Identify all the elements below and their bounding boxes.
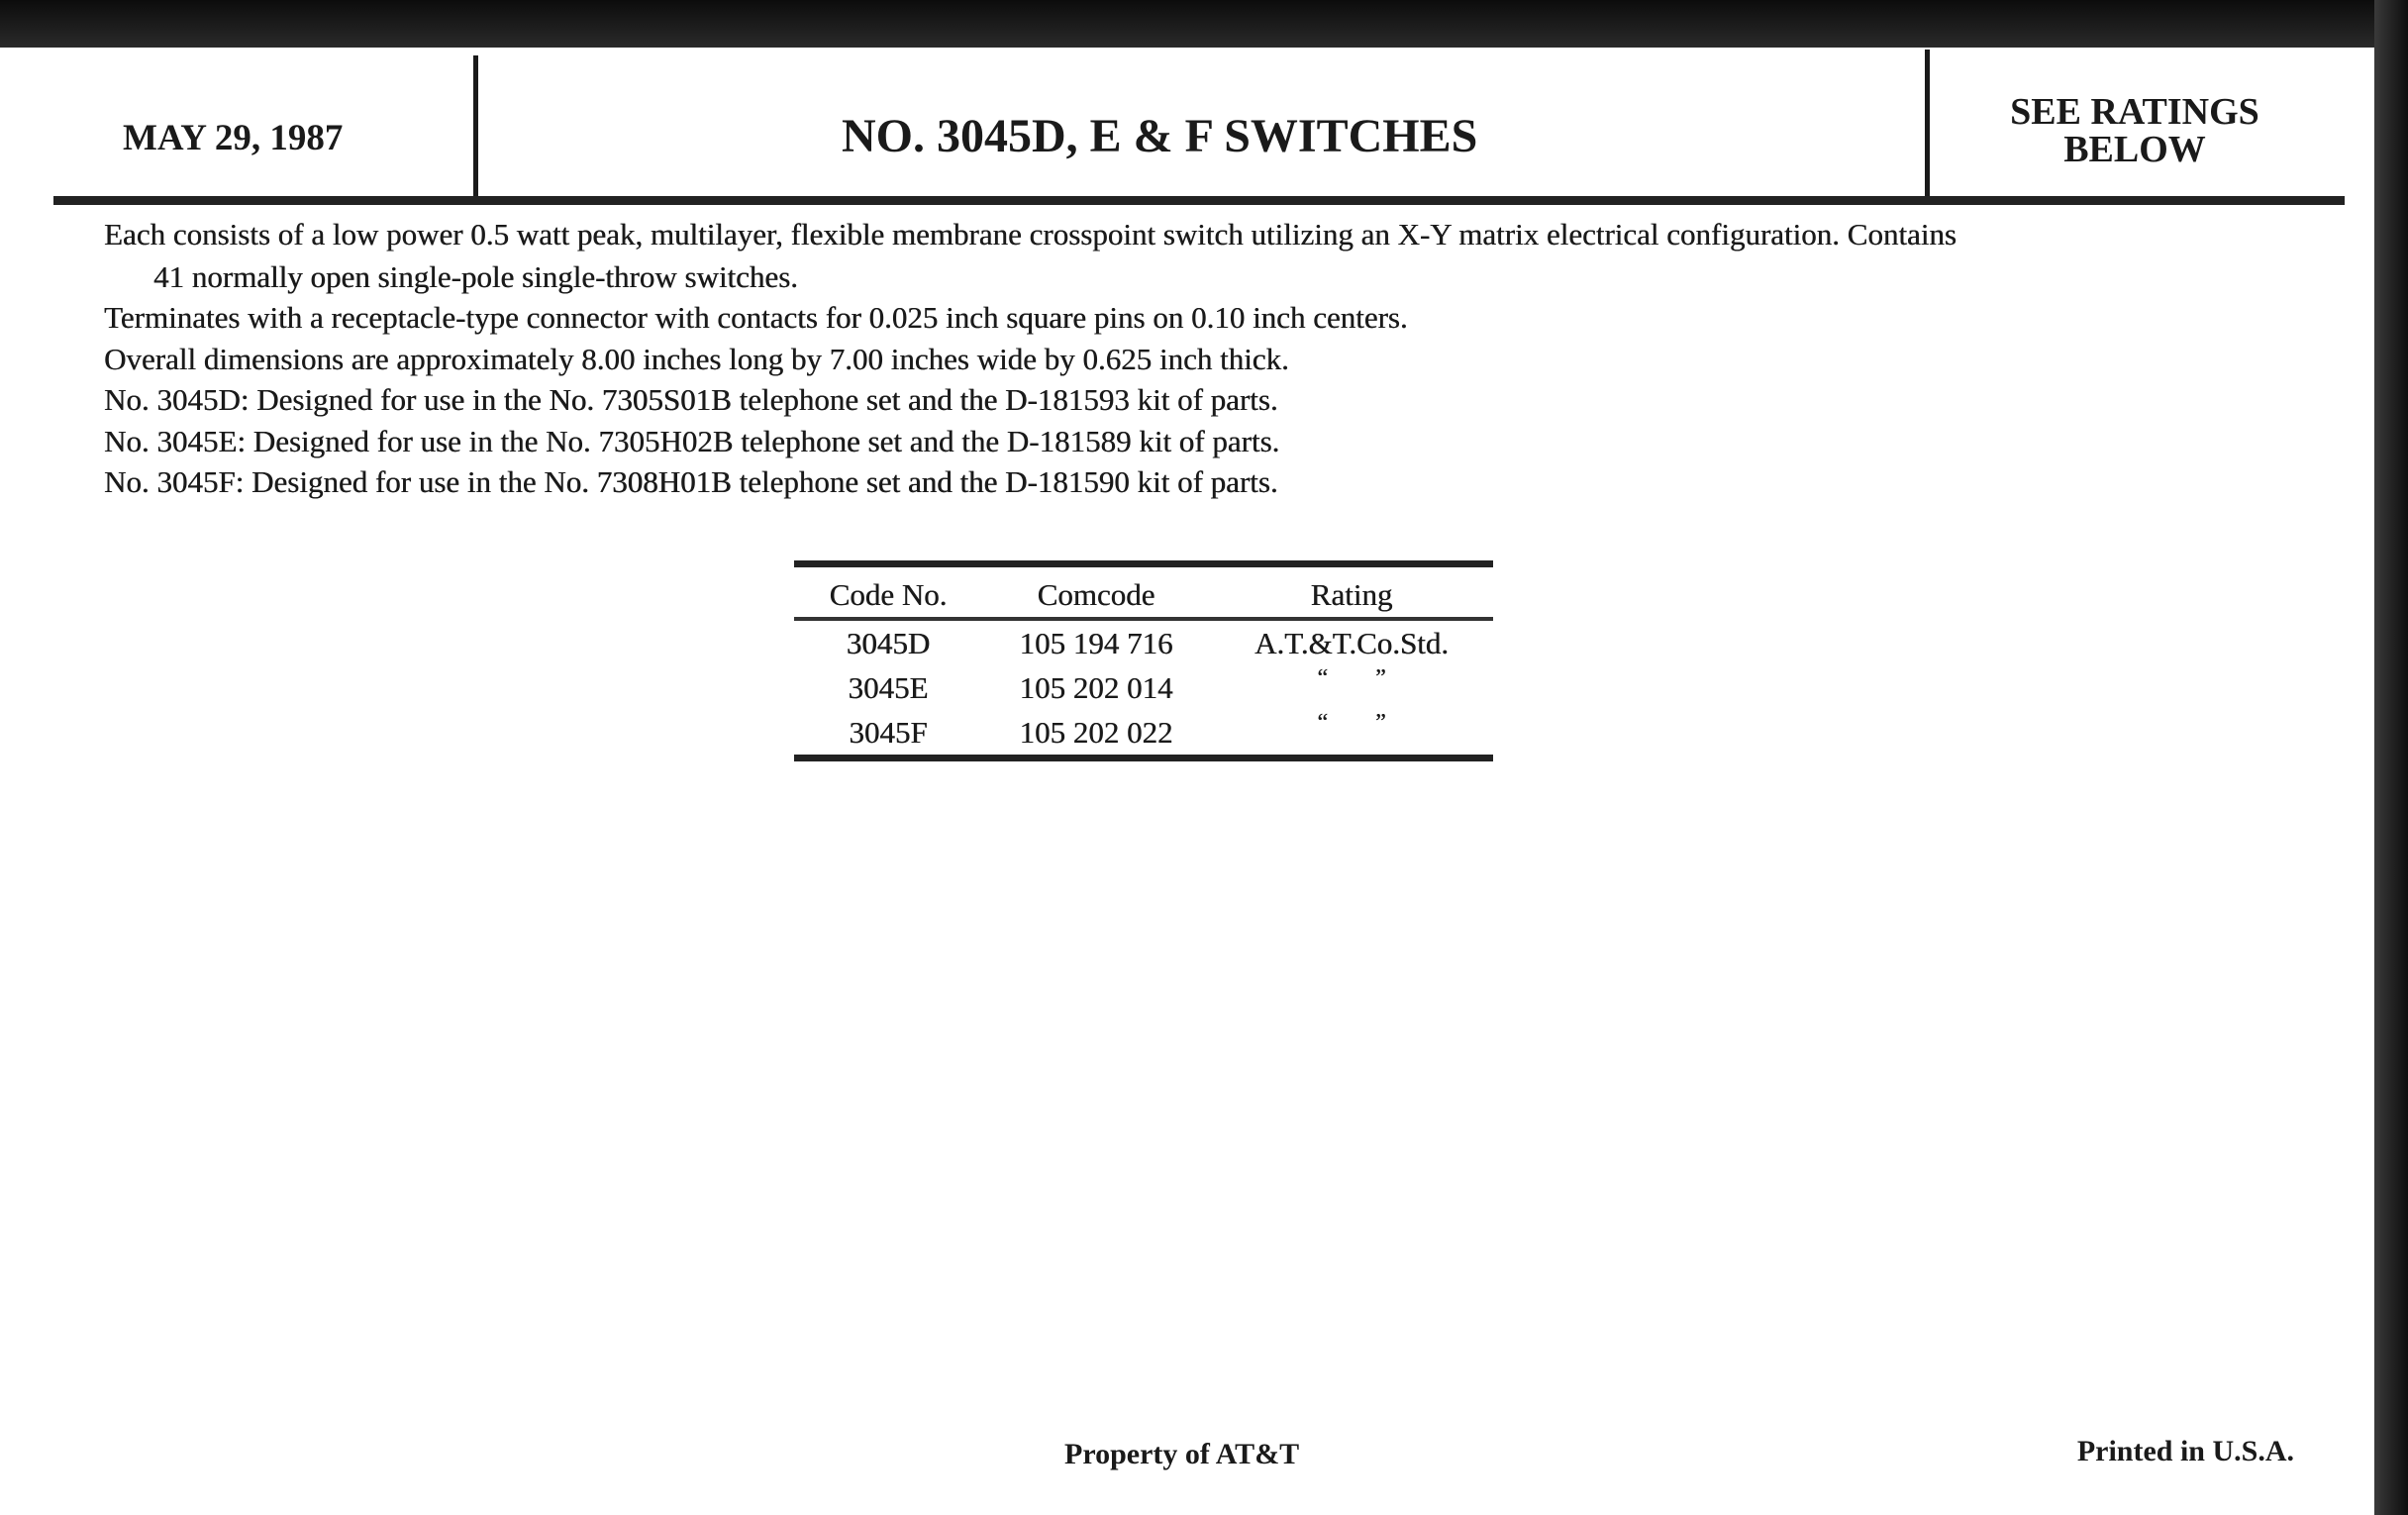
description-line: No. 3045D: Designed for use in the No. 7305S01B telephone set and the D-181593 kit of parts. <box>104 382 1278 417</box>
comcode-cell: 105 202 014 <box>1019 669 1173 705</box>
table-header-row <box>794 564 1493 620</box>
description-line: 41 normally open single-pole single-throw switches. <box>153 259 798 294</box>
ratings-note-line1: SEE RATINGS <box>2010 91 2259 133</box>
property-footer: Property of AT&T <box>1064 1438 1300 1470</box>
ratings-note-line2: BELOW <box>2063 129 2206 170</box>
printed-footer: Printed in U.S.A. <box>2076 1435 2294 1467</box>
column-header-code: Code No. <box>829 577 948 612</box>
table-row <box>794 619 1493 665</box>
comcode-cell: 105 202 022 <box>1019 714 1173 750</box>
page-title: NO. 3045D, E & F SWITCHES <box>842 110 1478 162</box>
header-rule <box>53 196 2345 205</box>
rating-cell: “ ” <box>1317 710 1386 736</box>
column-header-rating: Rating <box>1310 577 1393 612</box>
comcode-cell: 105 194 716 <box>1019 625 1173 660</box>
description-line: Terminates with a receptacle-type connector with contacts for 0.025 inch square pins on 0.10 inch centers. <box>104 300 1408 335</box>
code-cell: 3045F <box>849 714 928 750</box>
rating-cell: A.T.&T.Co.Std. <box>1254 625 1450 660</box>
scan-right-edge <box>2374 0 2408 1515</box>
description-line: Each consists of a low power 0.5 watt peak, multilayer, flexible membrane crosspoint switch utilizing an X-Y matrix electrical configuration. Contains <box>104 217 1956 252</box>
header-divider-left <box>473 55 478 202</box>
date-label: MAY 29, 1987 <box>123 118 344 158</box>
table-row <box>794 710 1493 758</box>
code-cell: 3045D <box>846 625 931 660</box>
scan-top-edge <box>0 0 2408 48</box>
description-line: No. 3045F: Designed for use in the No. 7308H01B telephone set and the D-181590 kit of parts. <box>104 464 1278 499</box>
table-row <box>794 665 1493 710</box>
column-header-comcode: Comcode <box>1037 577 1155 612</box>
code-cell: 3045E <box>848 669 929 705</box>
description-line: Overall dimensions are approximately 8.00 inches long by 7.00 inches wide by 0.625 inch thick. <box>104 342 1289 376</box>
rating-cell: “ ” <box>1317 665 1386 691</box>
ratings-table <box>794 560 1493 761</box>
description-line: No. 3045E: Designed for use in the No. 7305H02B telephone set and the D-181589 kit of parts. <box>104 424 1280 458</box>
